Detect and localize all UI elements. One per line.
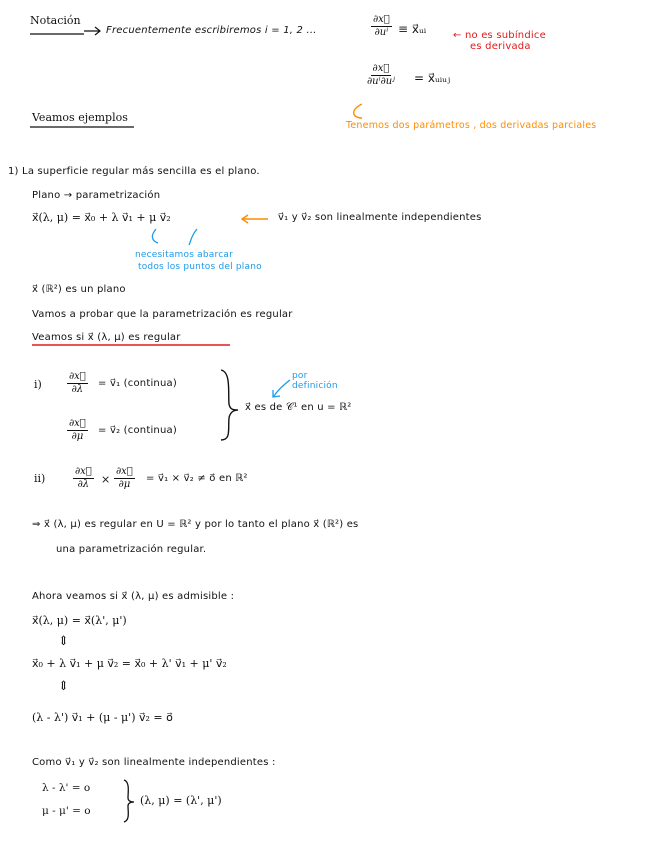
system-result: (λ, μ) = (λ', μ'): [140, 794, 222, 807]
fraction-numerator: ∂x⃗: [116, 466, 133, 477]
fraction-denominator: ∂λ: [71, 384, 84, 395]
admissible-eq1: x⃗(λ, μ) = x⃗(λ', μ'): [32, 614, 127, 627]
notation-fraction-2: [365, 63, 397, 88]
derivative-mu: [67, 418, 88, 443]
blue-def-1: por: [292, 371, 308, 381]
fraction-denominator: ∂μ: [71, 431, 84, 442]
cross-frac-mu: [114, 466, 135, 491]
blue-def-2: definición: [292, 381, 338, 391]
admissible-eq2: x⃗₀ + λ v⃗₁ + μ v⃗₂ = x⃗₀ + λ' v⃗₁ + μ' v⃗₂: [32, 657, 227, 670]
system-eq-1: λ - λ' = o: [42, 782, 91, 794]
iff-symbol-2: ⇕: [58, 679, 69, 694]
note-not-subscript: ← no es subíndice: [453, 30, 546, 41]
fraction-denominator: ∂uⁱ∂uʲ: [367, 76, 395, 87]
is-plane-line: x⃗ (ℝ²) es un plano: [32, 284, 126, 295]
fraction-numerator: ∂x⃗: [69, 371, 86, 382]
item1-line1: 1) La superficie regular más sencilla es el plano.: [8, 166, 260, 177]
fraction-denominator: ∂μ: [118, 479, 131, 490]
derivative-lambda: [67, 371, 88, 396]
conclusion-line-1: ⇒ x⃗ (λ, μ) es regular en U = ℝ² y por lo tanto el plano x⃗ (ℝ²) es: [32, 519, 359, 530]
blue-note-1: necesitamos abarcar: [135, 250, 233, 260]
cross-symbol: ×: [101, 473, 111, 486]
notation-heading: Notación: [30, 14, 81, 27]
fraction-numerator: ∂x⃗: [75, 466, 92, 477]
regular-heading: Veamos si x⃗ (λ, μ) es regular: [32, 332, 181, 343]
linearly-independent-note: v⃗₁ y v⃗₂ son linealmente independientes: [278, 212, 482, 223]
item1-line2: Plano → parametrización: [32, 190, 161, 201]
fraction-denominator: ∂uⁱ: [374, 27, 389, 38]
examples-heading: Veamos ejemplos: [32, 111, 128, 124]
derivative-mu-rhs: = v⃗₂ (continua): [98, 425, 177, 436]
plane-parametrization: x⃗(λ, μ) = x⃗₀ + λ v⃗₁ + μ v⃗₂: [32, 211, 171, 224]
blue-note-2: todos los puntos del plano: [138, 262, 262, 272]
step-ii-label: ii): [34, 472, 46, 485]
notation-fraction-1-rhs: ≡ x⃗ᵤᵢ: [398, 22, 427, 36]
system-eq-2: μ - μ' = o: [42, 805, 91, 817]
note-two-parameters: Tenemos dos parámetros , dos derivadas parciales: [346, 120, 597, 131]
fraction-numerator: ∂x⃗: [373, 14, 390, 25]
notation-text: Frecuentemente escribiremos i = 1, 2 ...: [106, 25, 317, 36]
cross-product-rhs: = v⃗₁ × v⃗₂ ≠ o⃗ en ℝ²: [146, 473, 248, 484]
admissible-heading: Ahora veamos si x⃗ (λ, μ) es admisible :: [32, 591, 235, 602]
class-c1-line: x⃗ es de 𝒞¹ en u = ℝ²: [245, 402, 352, 413]
fraction-denominator: ∂λ: [77, 479, 90, 490]
iff-symbol-1: ⇕: [58, 634, 69, 649]
step-i-label: i): [34, 378, 42, 391]
cross-frac-lambda: [73, 466, 94, 491]
fraction-numerator: ∂x⃗: [372, 63, 390, 74]
since-line: Como v⃗₁ y v⃗₂ son linealmente independientes :: [32, 757, 276, 768]
derivative-lambda-rhs: = v⃗₁ (continua): [98, 378, 177, 389]
notation-fraction-2-rhs: = x⃗ᵤᵢᵤⱼ: [414, 71, 451, 85]
note-is-derivative: es derivada: [470, 41, 531, 52]
admissible-eq3: (λ - λ') v⃗₁ + (μ - μ') v⃗₂ = o⃗: [32, 711, 173, 724]
notation-fraction-1: [371, 14, 392, 39]
to-prove-line: Vamos a probar que la parametrización es regular: [32, 309, 293, 320]
conclusion-line-2: una parametrización regular.: [56, 544, 207, 555]
fraction-numerator: ∂x⃗: [69, 418, 86, 429]
